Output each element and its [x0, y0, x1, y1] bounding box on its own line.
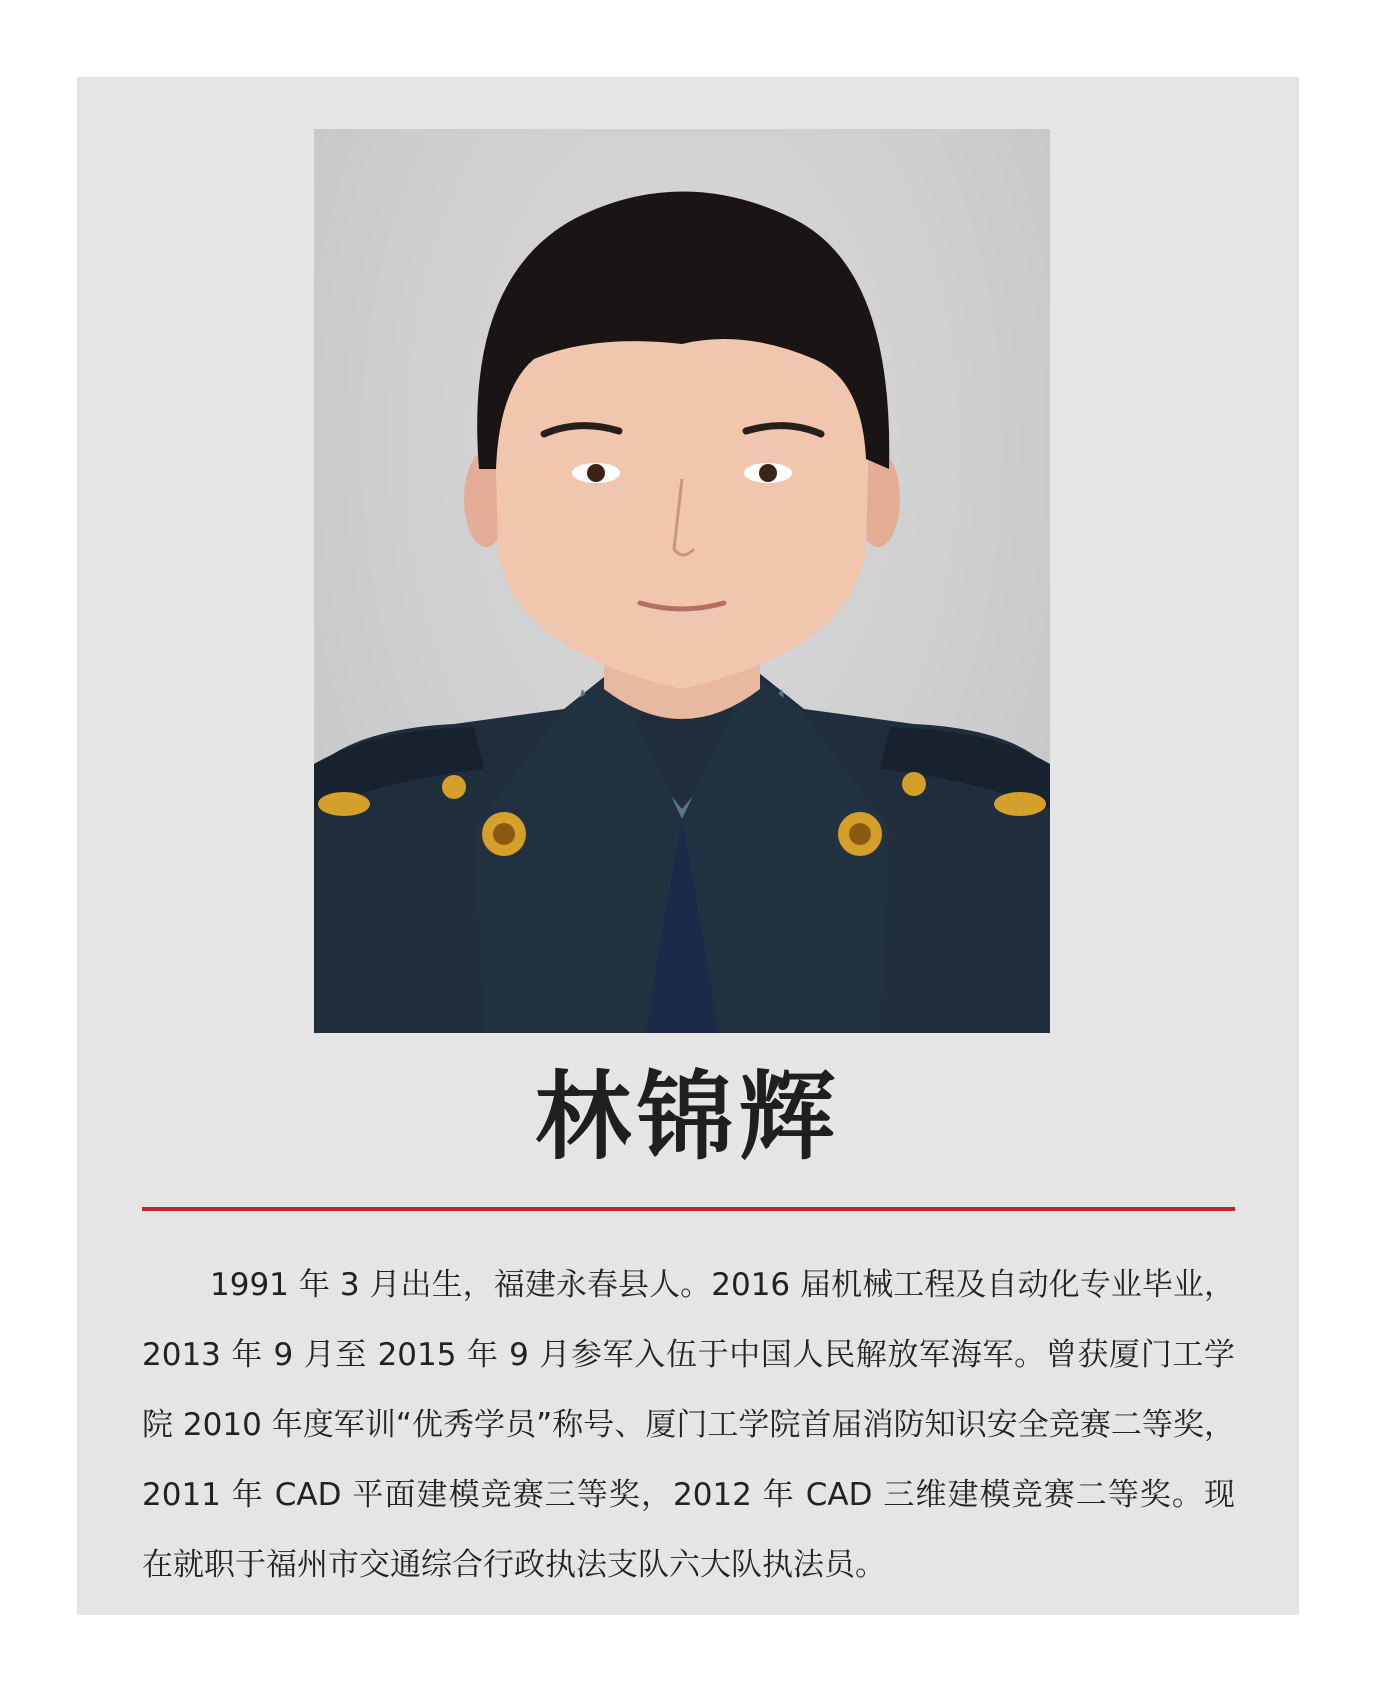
- portrait-photo: [314, 129, 1050, 1033]
- biography-text: 1991 年 3 月出生，福建永春县人。2016 届机械工程及自动化专业毕业，2013 年 9 月至 2015 年 9 月参军入伍于中国人民解放军海军。曾获厦门工学院 2010 年度军训“优秀学员”称号、厦门工学院首届消防知识安全竞赛二等奖，2011 年 CAD 平面建模竞赛三等奖，2012 年 CAD 三维建模竞赛二等奖。现在就职于福州市交通综合行政执法支队六大队执法员。: [142, 1267, 1235, 1583]
- red-divider: [142, 1207, 1235, 1211]
- profile-card: [77, 77, 1299, 1615]
- person-name: 林锦辉: [535, 1061, 841, 1173]
